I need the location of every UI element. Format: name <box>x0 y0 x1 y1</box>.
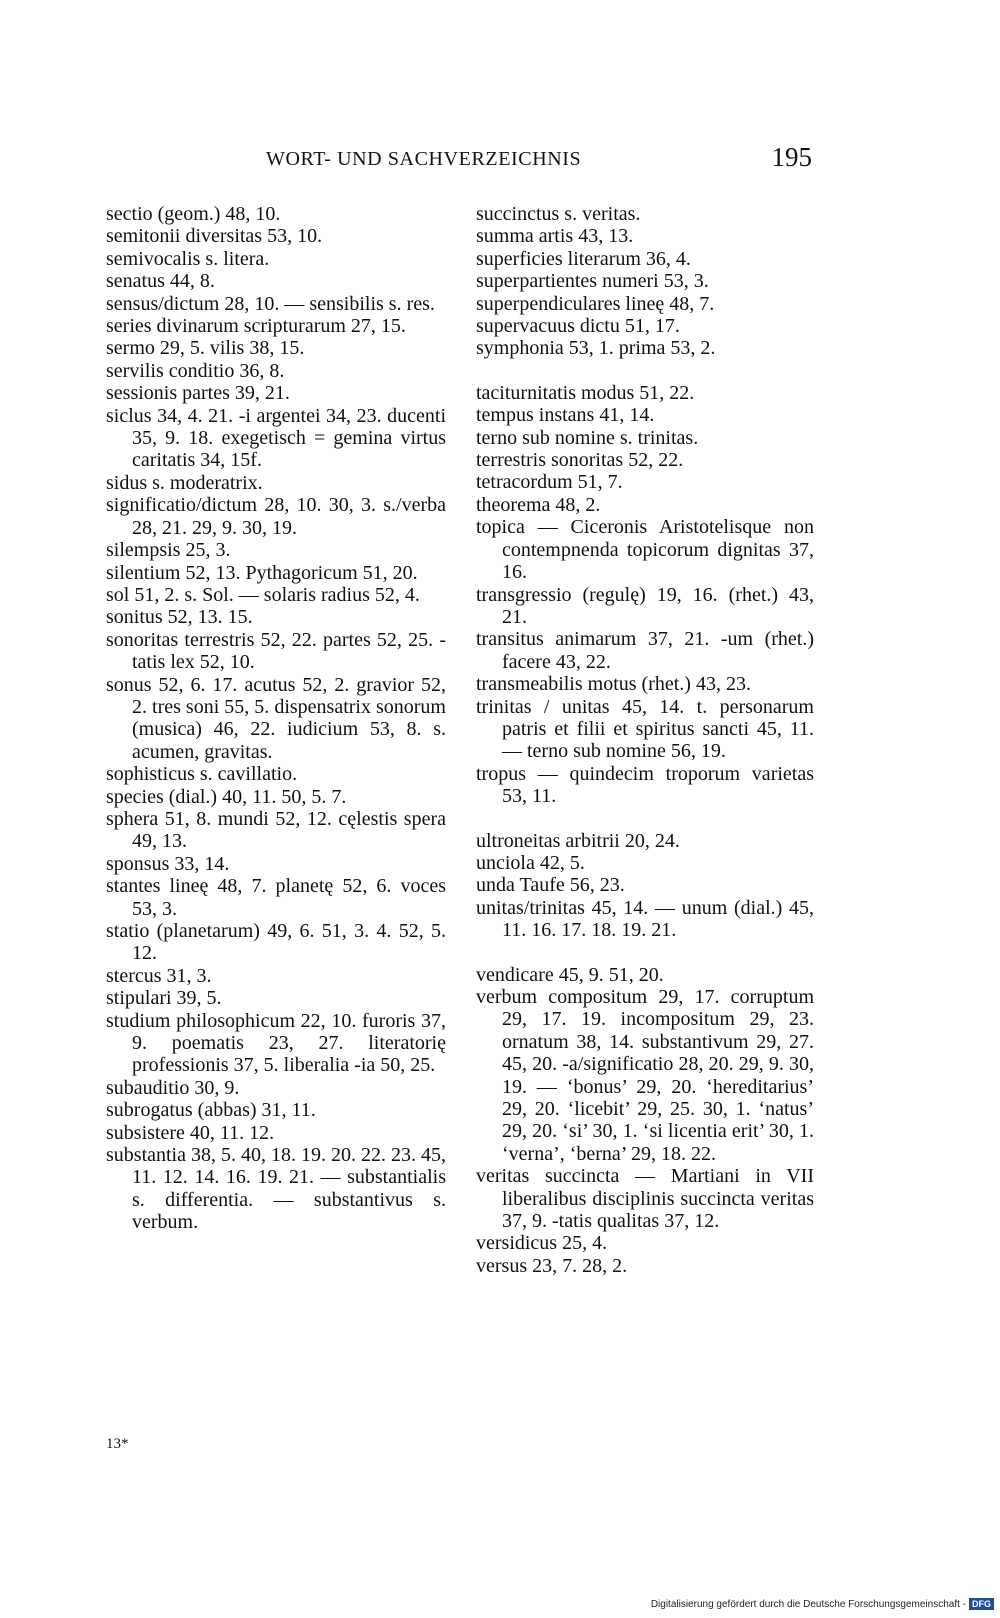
page-header <box>106 142 812 182</box>
index-entry: subsistere 40, 11. 12. <box>106 1121 275 1144</box>
index-entry: terrestris sonoritas 52, 22. <box>476 449 684 472</box>
index-entry: servilis conditio 36, 8. <box>106 359 285 382</box>
index-entry: sensus/dictum 28, 10. — sensibilis s. res. <box>106 292 435 315</box>
index-entry: sermo 29, 5. vilis 38, 15. <box>106 337 305 360</box>
letter-group-gap <box>476 360 814 382</box>
index-entry: sessionis partes 39, 21. <box>106 382 290 405</box>
index-entry: transmeabilis motus (rhet.) 43, 23. <box>476 673 751 696</box>
index-entry: tropus — quindecim troporum varietas 53, 11. <box>476 762 814 808</box>
index-entry: transitus animarum 37, 21. -um (rhet.) facere 43, 22. <box>476 628 814 673</box>
index-entry: verbum compositum 29, 17. corruptum 29, 17. 19. incompositum 29, 23. ornatum 38, 14. substantivum 29, 27. 45, 20. -a/significatio 28, 20. 29, 9. 30, 19. — ‘bonus’ 29, 20. ‘hereditarius’ 29, 20. ‘licebit’ 29, 25. 30, 1. ‘natus’ 29, 20. ‘si’ 30, 1. ‘si licentia erit’ 30, 1. ‘verna’, ‘berna’ 29, 18. 22. <box>476 986 814 1165</box>
index-entry: unda Taufe 56, 23. <box>476 874 625 897</box>
index-entry: subrogatus (abbas) 31, 11. <box>106 1099 316 1122</box>
index-entry: versidicus 25, 4. <box>476 1232 608 1255</box>
index-column-right <box>476 203 814 1277</box>
index-entry: silempsis 25, 3. <box>106 539 231 562</box>
index-entry: sidus s. moderatrix. <box>106 471 263 494</box>
index-entry: supervacuus dictu 51, 17. <box>476 315 680 338</box>
index-entry: versus 23, 7. 28, 2. <box>476 1254 628 1277</box>
index-entry: taciturnitatis modus 51, 22. <box>476 381 695 404</box>
index-entry: series divinarum scripturarum 27, 15. <box>106 315 406 338</box>
index-entry: superficies literarum 36, 4. <box>476 247 691 270</box>
index-entry: vendicare 45, 9. 51, 20. <box>476 963 664 986</box>
index-entry: sponsus 33, 14. <box>106 852 230 875</box>
index-entry: semitonii diversitas 53, 10. <box>106 225 323 248</box>
index-entry: unitas/trinitas 45, 14. — unum (dial.) 45, 11. 16. 17. 18. 19. 21. <box>476 896 814 942</box>
index-entry: siclus 34, 4. 21. -i argentei 34, 23. ducenti 35, 9. 18. exegetisch = gemina virtus caritatis 34, 15f. <box>106 404 446 472</box>
index-column-left <box>106 203 446 1234</box>
index-entry: summa artis 43, 13. <box>476 225 634 248</box>
index-entry: superpendiculares lineę 48, 7. <box>476 292 715 315</box>
index-entry: sophisticus s. cavillatio. <box>106 763 298 786</box>
index-entry: significatio/dictum 28, 10. 30, 3. s./verba 28, 21. 29, 9. 30, 19. <box>106 494 446 539</box>
index-entry: superpartientes numeri 53, 3. <box>476 270 709 293</box>
index-entry: substantia 38, 5. 40, 18. 19. 20. 22. 23. 45, 11. 12. 14. 16. 19. 21. — substantialis s. differentia. — substantivus s. verbum. <box>106 1144 446 1234</box>
dfg-logo: DFG <box>969 1598 994 1610</box>
footer-text: Digitalisierung gefördert durch die Deutsche Forschungsgemeinschaft - <box>650 1598 966 1610</box>
index-entry: sonoritas terrestris 52, 22. partes 52, 25. -tatis lex 52, 10. <box>106 628 446 674</box>
index-entry: sonitus 52, 13. 15. <box>106 606 253 629</box>
index-entry: sphera 51, 8. mundi 52, 12. cęlestis spera 49, 13. <box>106 807 446 853</box>
index-entry: unciola 42, 5. <box>476 851 585 874</box>
index-entry: symphonia 53, 1. prima 53, 2. <box>476 337 716 360</box>
index-entry: transgressio (regulę) 19, 16. (rhet.) 43, 21. <box>476 583 814 628</box>
index-entry: stantes lineę 48, 7. planetę 52, 6. voces 53, 3. <box>106 875 446 920</box>
index-entry: tetracordum 51, 7. <box>476 471 623 494</box>
index-entry: sol 51, 2. s. Sol. — solaris radius 52, 4. <box>106 583 420 606</box>
index-entry: senatus 44, 8. <box>106 270 215 293</box>
index-entry: studium philosophicum 22, 10. furoris 37, 9. poematis 23, 27. literatorię professionis 37, 5. liberalia -ia 50, 25. <box>106 1009 446 1077</box>
page-number: 195 <box>771 142 812 172</box>
index-entry: subauditio 30, 9. <box>106 1076 240 1099</box>
index-entry: ultroneitas arbitrii 20, 24. <box>476 829 680 852</box>
letter-group-gap <box>476 942 814 964</box>
index-entry: trinitas / unitas 45, 14. t. personarum patris et filii et spiritus sancti 45, 11. — terno sub nomine 56, 19. <box>476 695 814 763</box>
index-entry: tempus instans 41, 14. <box>476 404 655 427</box>
index-entry: veritas succincta — Martiani in VII liberalibus disciplinis succincta veritas 37, 9. -tatis qualitas 37, 12. <box>476 1165 814 1233</box>
index-entry: semivocalis s. litera. <box>106 247 270 270</box>
index-entry: terno sub nomine s. trinitas. <box>476 426 699 449</box>
index-entry: sonus 52, 6. 17. acutus 52, 2. gravior 52, 2. tres soni 55, 5. dispensatrix sonorum (musica) 46, 22. iudicium 53, 8. s. acumen, gravitas. <box>106 673 446 763</box>
index-entry: statio (planetarum) 49, 6. 51, 3. 4. 52, 5. 12. <box>106 920 446 965</box>
index-entry: topica — Ciceronis Aristotelisque non contempnenda topicorum dignitas 37, 16. <box>476 516 814 584</box>
index-entry: stercus 31, 3. <box>106 964 212 987</box>
index-entry: theorema 48, 2. <box>476 493 601 516</box>
sheet-signature: 13* <box>106 1436 129 1452</box>
digitization-footer <box>651 1598 994 1610</box>
index-entry: species (dial.) 40, 11. 50, 5. 7. <box>106 785 347 808</box>
index-entry: sectio (geom.) 48, 10. <box>106 203 281 225</box>
index-entry: stipulari 39, 5. <box>106 987 222 1010</box>
index-entry: silentium 52, 13. Pythagoricum 51, 20. <box>106 561 418 584</box>
letter-group-gap <box>476 808 814 830</box>
index-entry: succinctus s. veritas. <box>476 203 641 225</box>
running-head: WORT- UND SACHVERZEICHNIS <box>266 148 582 170</box>
